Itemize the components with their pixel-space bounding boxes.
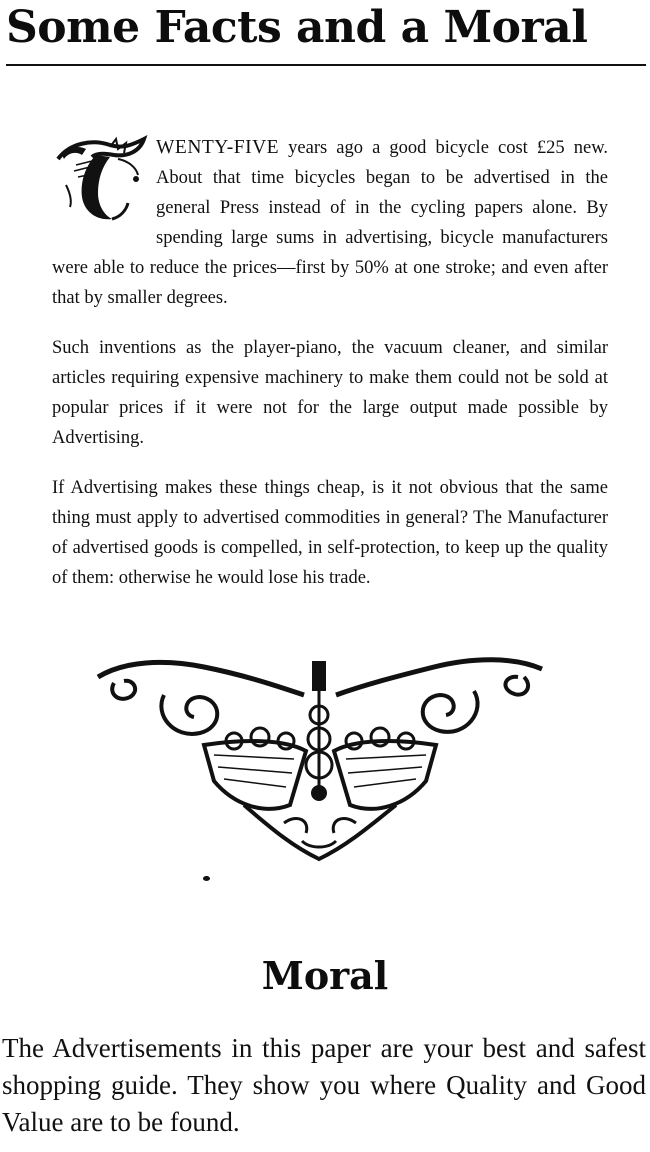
paragraph-1-text: years ago a good bicycle cost £25 new. About that time bicycles began to be advertised in the general Press instead of in the cycling papers alone. By spending large sums in advertising, bicycle manufacturers were able to reduce the prices—first by 50% at one stroke; and even after that by smaller degrees. <box>52 138 608 308</box>
article-paragraph-1 <box>52 133 608 313</box>
article-paragraph-3: If Advertising makes these things cheap, is it not obvious that the same thing must apply to advertised commodities in general? The Manufacturer of advertised goods is compelled, in self-protection, to keep up the quality of them: otherwise he would lose his trade. <box>52 478 608 588</box>
page-title: Some Facts and a Moral <box>6 2 588 53</box>
article-paragraph-2: Such inventions as the player-piano, the vacuum cleaner, and similar articles requiring expensive machinery to make them could not be sold at popular prices if it were not for the large output made possible by Advertising. <box>52 338 608 448</box>
first-word-remainder: WENTY-FIVE <box>156 137 280 158</box>
decorative-dropcap-icon <box>52 135 150 227</box>
article-body <box>52 133 608 613</box>
print-speck <box>203 876 210 881</box>
moral-heading: Moral <box>261 953 389 998</box>
decorative-scroll-ornament-icon <box>94 655 546 865</box>
title-underline <box>6 64 646 66</box>
moral-text: The Advertisements in this paper are your best and safest shopping guide. They show you where Quality and Good Value are to be found. <box>2 1033 646 1137</box>
